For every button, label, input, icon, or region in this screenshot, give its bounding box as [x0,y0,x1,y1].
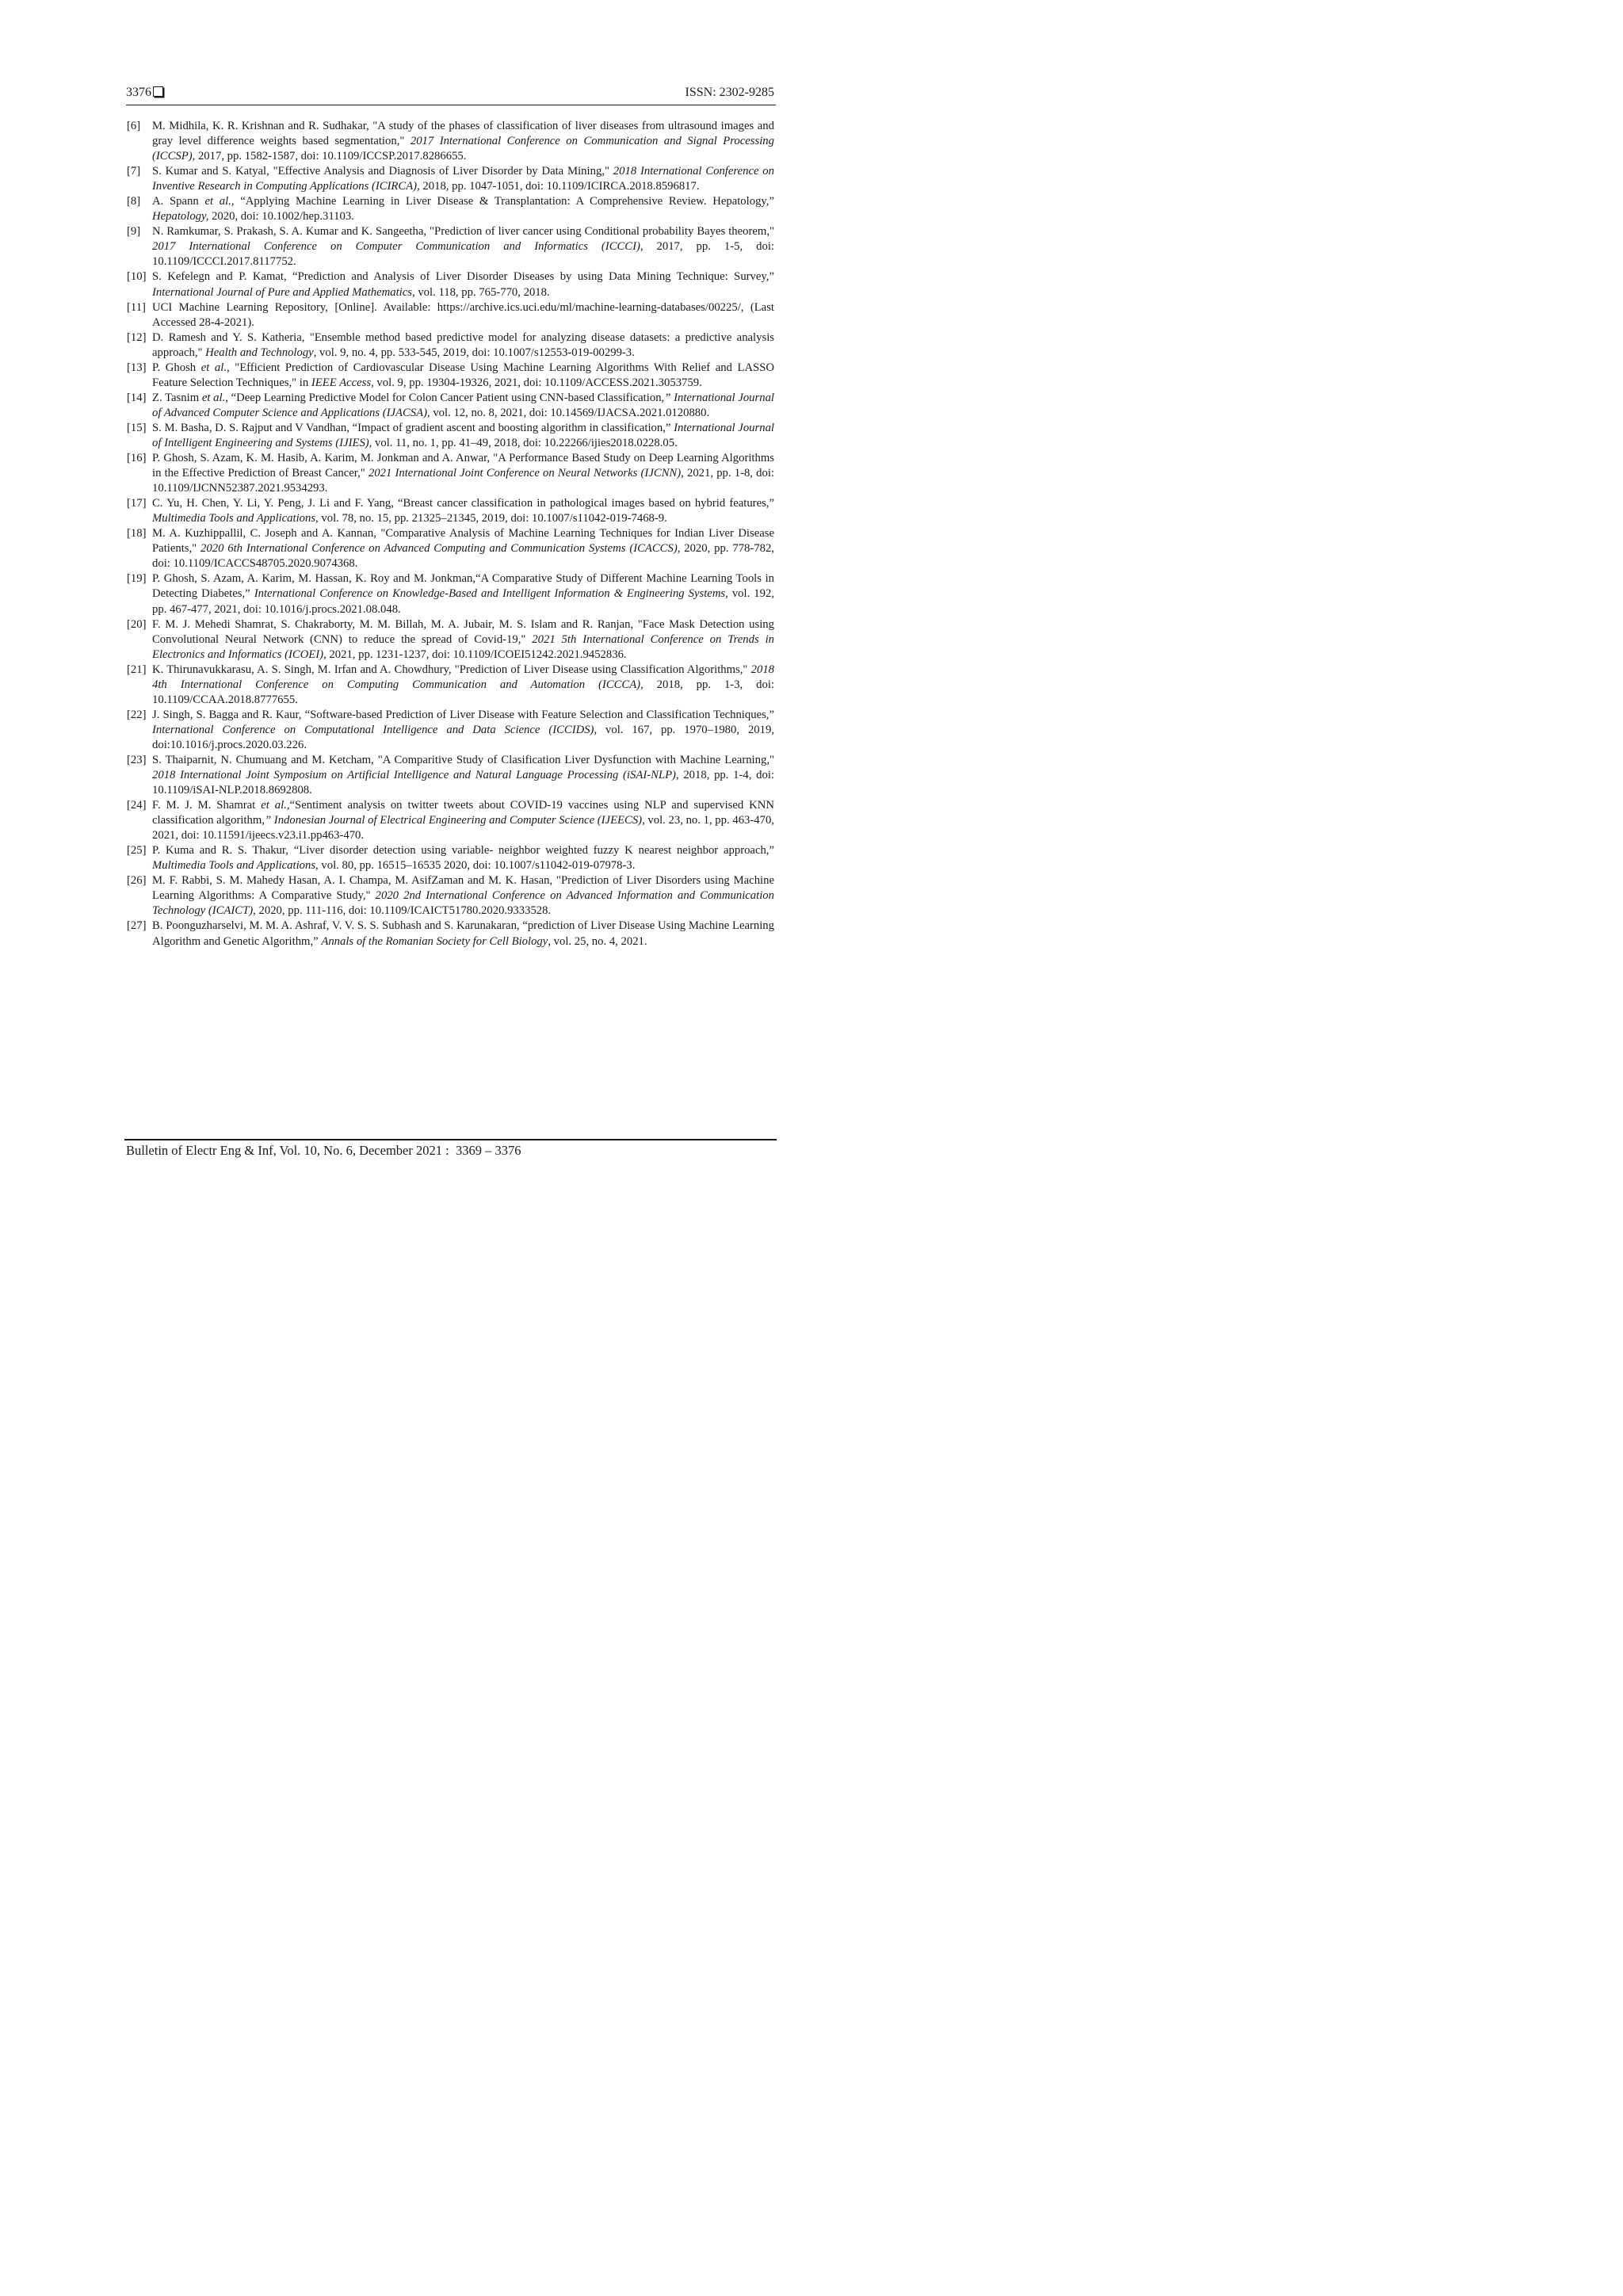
reference-venue: 2018 International Conference on Inventive Research in Computing Applications (ICIRCA) [152,165,774,193]
reference-venue: ,” International Journal of Advanced Computer Science and Applications (IJACSA) [152,391,775,419]
reference-item [127,194,774,224]
reference-number: [13] [127,361,147,374]
reference-venue: 2020 6th International Conference on Advanced Computing and Communication Systems (ICACCS) [200,542,678,556]
reference-text [152,270,774,298]
reference-item [127,300,774,330]
reference-segment: , vol. 118, pp. 765-770, 2018. [411,285,550,299]
reference-segment: “Sentiment analysis on twitter tweets about COVID-19 vaccines using NLP and supervised KNN classification algorithm [152,799,774,827]
reference-venue: 2018 4th International Conference on Computing Communication and Automation (ICCCA) [152,663,774,691]
reference-number: [17] [127,497,147,510]
reference-item [127,269,774,300]
reference-item [127,330,774,361]
reference-number: [22] [127,708,147,721]
reference-segment: UCI Machine Learning Repository, [Online]. Available: https://archive.ics.uci.edu/ml/machine-learning-databases/00225/, (Last Accessed 28-4-2021). [152,300,774,329]
reference-text [152,422,774,449]
reference-number: [15] [127,421,147,434]
reference-segment: K. Thirunavukkarasu, A. S. Singh, M. Irfan and A. Chowdhury, "Prediction of Liver Disease using Classification Algorithms," [152,663,751,676]
reference-item [127,798,774,843]
issn-label: ISSN: 2302-9285 [685,86,774,99]
reference-segment: S. Kefelegn and P. Kamat, “Prediction and Analysis of Liver Disorder Diseases by using Data Mining Technique: Survey,” [152,270,774,284]
reference-number: [7] [127,165,141,178]
reference-text [152,663,774,706]
reference-segment: P. Ghosh, S. Azam, A. Karim, M. Hassan, K. Roy and M. Jonkman,“A Comparative Study of Different Machine Learning Tools in Detecting Diabetes,” [152,572,774,601]
reference-segment: Z. Tasnim [152,391,202,404]
reference-item [127,224,774,269]
reference-item [127,617,774,663]
reference-venue: Health and Technology [205,346,314,359]
reference-segment: S. Kumar and S. Katyal, "Effective Analysis and Diagnosis of Liver Disorder by Data Mining," [152,165,613,178]
reference-segment: B. Poonguzharselvi, M. M. A. Ashraf, V. V. S. S. Subhash and S. Karunakaran, “prediction of Liver Disease Using Machine Learning Algorithm and Genetic Algorithm,” [152,919,774,948]
reference-venue: Multimedia Tools and Applications [152,512,316,525]
reference-item [127,571,774,617]
reference-text [152,225,774,268]
reference-segment: C. Yu, H. Chen, Y. Li, Y. Peng, J. Li and F. Yang, “Breast cancer classification in pathological images based on hybrid features,” [152,497,774,510]
reference-text [152,361,774,389]
page-number [126,85,163,101]
reference-item [127,873,774,919]
reference-number: [16] [127,452,147,465]
reference-text [152,120,774,162]
reference-segment: vol. 11, no. 1, pp. 41–49, 2018, doi: 10.22266/ijies2018.0228.05. [372,436,678,449]
reference-item [127,663,774,708]
reference-text [152,874,774,917]
reference-text [152,618,774,661]
page-footer: Bulletin of Electr Eng & Inf, Vol. 10, No. 6, December 2021 : 3369 – 3376 [126,1143,521,1158]
reference-number: [8] [127,195,141,208]
reference-number: [20] [127,617,147,631]
reference-segment: , vol. 9, pp. 19304-19326, 2021, doi: 10.1109/ACCESS.2021.3053759. [371,376,702,389]
reference-list [127,119,774,949]
reference-segment: , 2021, pp. 1231-1237, doi: 10.1109/ICOEI51242.2021.9452836. [323,648,627,661]
reference-number: [6] [127,120,141,132]
reference-number: [26] [127,874,147,888]
reference-venue: Annals of the Romanian Society for Cell Biology [321,934,548,948]
reference-venue: International Conference on Knowledge-Based and Intelligent Information & Engineering Systems [254,587,726,601]
reference-venue: Hepatology, [152,210,209,223]
reference-item [127,919,774,949]
reference-number: [10] [127,270,147,284]
reference-segment: , vol. 192, pp. 467-477, 2021, doi: 10.1016/j.procs.2021.08.048. [152,587,774,616]
reference-venue: 2021 5th International Conference on Trends in Electronics and Informatics (ICOEI) [152,632,774,661]
reference-text [152,195,774,223]
reference-segment: , vol. 12, no. 8, 2021, doi: 10.14569/IJACSA.2021.0120880. [426,406,710,419]
reference-item [127,451,774,496]
reference-segment: P. Ghosh [152,361,201,374]
reference-segment: , 2017, pp. 1-5, doi: 10.1109/ICCCI.2017.8117752. [152,240,774,269]
reference-segment: , “Applying Machine Learning in Liver Disease & Transplantation: A Comprehensive Review. Hepatology,” [231,195,774,208]
reference-segment: , 2018, pp. 1-4, doi: 10.1109/iSAI-NLP.2018.8692808. [152,769,774,797]
reference-number: [11] [127,300,146,314]
reference-segment: , 2020, pp. 778-782, doi: 10.1109/ICACCS48705.2020.9074368. [152,542,774,571]
reference-item [127,361,774,391]
reference-segment: 2020, doi: 10.1002/hep.31103. [208,210,354,223]
reference-venue: et al. [201,391,226,404]
reference-item [127,391,774,421]
reference-number: [21] [127,663,147,676]
reference-segment: F. M. J. M. Shamrat [152,799,262,812]
reference-segment: , vol. 78, no. 15, pp. 21325–21345, 2019, doi: 10.1007/s11042-019-7468-9. [315,512,667,525]
reference-venue: Multimedia Tools and Applications [152,859,316,873]
reference-segment: , 2018, pp. 1-3, doi: 10.1109/CCAA.2018.8777655. [152,678,775,706]
reference-item [127,843,774,873]
page-number-text: 3376 [126,86,151,99]
reference-text [152,754,774,797]
reference-text [152,452,774,495]
reference-segment: M. A. Kuzhippallil, C. Joseph and A. Kannan, "Comparative Analysis of Machine Learning Techniques for Indian Liver Disease Patients," [152,527,774,556]
reference-item [127,708,774,753]
reference-segment: , vol. 167, pp. 1970–1980, 2019, doi:10.1016/j.procs.2020.03.226. [152,723,774,751]
reference-venue: 2018 International Joint Symposium on Artificial Intelligence and Natural Language Processing (iSAI-NLP) [152,769,676,782]
page-header [126,85,774,102]
reference-segment: , 2020, pp. 111-116, doi: 10.1109/ICAICT51780.2020.9333528. [253,904,552,918]
reference-number: [24] [127,799,147,812]
reference-segment: , “Deep Learning Predictive Model for Colon Cancer Patient using CNN-based Classification [225,391,662,404]
reference-segment: P. Kuma and R. S. Thakur, “Liver disorder detection using variable- neighbor weighted fuzzy K nearest neighbor approach,” [152,844,774,858]
reference-venue: 2017 International Conference on Computer Communication and Informatics (ICCCI) [152,240,640,254]
reference-segment: , 2018, pp. 1047-1051, doi: 10.1109/ICIRCA.2018.8596817. [417,180,700,193]
reference-text [152,392,774,419]
reference-segment: ., "Efficient Prediction of Cardiovascular Disease Using Machine Learning Algorithms With Relief and LASSO Feature Selection Techniques," in [152,361,774,389]
reference-number: [19] [127,572,147,586]
reference-segment: S. Thaiparnit, N. Chumuang and M. Ketcham, "A Comparitive Study of Clasification Liver Dysfunction with Machine Learning," [152,753,774,766]
reference-segment: M. Midhila, K. R. Krishnan and R. Sudhakar, "A study of the phases of classification of liver diseases from ultrasound images and gray level difference weights based segmentation," [152,120,774,148]
reference-item [127,119,774,164]
reference-segment: , vol. 80, pp. 16515–16535 2020, doi: 10.1007/s11042-019-07978-3. [315,859,636,873]
reference-item [127,753,774,798]
reference-venue: 2017 International Conference on Communication and Signal Processing (ICCSP) [152,135,774,163]
reference-text [152,572,774,615]
reference-segment: S. M. Basha, D. S. Rajput and V Vandhan, “Impact of gradient ascent and boosting algorithm in classification,” [152,421,674,434]
reference-number: [25] [127,844,147,858]
reference-segment: P. Ghosh, S. Azam, K. M. Hasib, A. Karim, M. Jonkman and A. Anwar, "A Performance Based Study on Deep Learning Algorithms in the Effective Prediction of Breast Cancer," [152,452,774,480]
reference-number: [12] [127,330,147,344]
reference-text [152,919,774,947]
reference-venue: 2021 International Joint Conference on Neural Networks (IJCNN) [368,467,682,480]
reference-text [152,331,774,359]
reference-number: [27] [127,919,147,933]
reference-segment: , vol. 9, no. 4, pp. 533-545, 2019, doi: 10.1007/s12553-019-00299-3. [313,346,635,359]
reference-item [127,421,774,451]
reference-venue: et al. [204,195,231,208]
box-symbol-icon [153,86,163,97]
reference-text [152,301,774,329]
reference-number: [14] [127,391,147,404]
reference-venue: International Journal of Pure and Applied Mathematics [152,285,412,299]
reference-segment: N. Ramkumar, S. Prakash, S. A. Kumar and K. Sangeetha, "Prediction of liver cancer using Conditional probability Bayes theorem," [152,225,774,239]
reference-number: [9] [127,225,141,239]
reference-segment: F. M. J. Mehedi Shamrat, S. Chakraborty, M. M. Billah, M. A. Jubair, M. S. Islam and R. Ranjan, "Face Mask Detection using Convolutional Neural Network (CNN) to reduce the spread of Covid-19," [152,617,774,646]
reference-venue: International Journal of Intelligent Engineering and Systems (IJIES), [152,421,774,449]
reference-item [127,526,774,571]
reference-text [152,527,774,570]
reference-segment: D. Ramesh and Y. S. Katheria, "Ensemble method based predictive model for analyzing disease datasets: a predictive analysis approach," [152,330,774,359]
reference-number: [18] [127,527,147,541]
reference-item [127,496,774,526]
reference-segment: , vol. 25, no. 4, 2021. [548,934,647,948]
reference-segment: J. Singh, S. Bagga and R. Kaur, “Software-based Prediction of Liver Disease with Feature Selection and Classification Techniques,” [152,708,774,721]
reference-venue: International Conference on Computational Intelligence and Data Science (ICCIDS) [152,723,594,736]
reference-text [152,844,774,872]
reference-text [152,165,774,193]
reference-segment: , 2021, pp. 1-8, doi: 10.1109/IJCNN52387.2021.9534293. [152,467,774,495]
reference-segment: M. F. Rabbi, S. M. Mahedy Hasan, A. I. Champa, M. AsifZaman and M. K. Hasan, "Prediction of Liver Disorders using Machine Learning Algorithms: A Comparative Study," [152,874,774,903]
reference-venue: et al., [261,799,290,812]
reference-venue: 2020 2nd International Conference on Advanced Information and Communication Technology (ICAICT) [152,889,774,918]
reference-item [127,164,774,194]
reference-venue: IEEE Access [311,376,372,389]
reference-segment: , 2017, pp. 1582-1587, doi: 10.1109/ICCSP.2017.8286655. [192,150,467,163]
reference-text [152,497,774,525]
reference-venue: et al [200,361,224,374]
reference-text [152,709,774,751]
reference-venue: ,” Indonesian Journal of Electrical Engineering and Computer Science (IJEECS) [262,814,643,827]
reference-segment: A. Spann [152,195,205,208]
reference-text [152,799,774,842]
footer-divider [124,1139,777,1140]
reference-segment: , vol. 23, no. 1, pp. 463-470, 2021, doi: 10.11591/ijeecs.v23.i1.pp463-470. [152,814,774,842]
reference-number: [23] [127,753,147,766]
